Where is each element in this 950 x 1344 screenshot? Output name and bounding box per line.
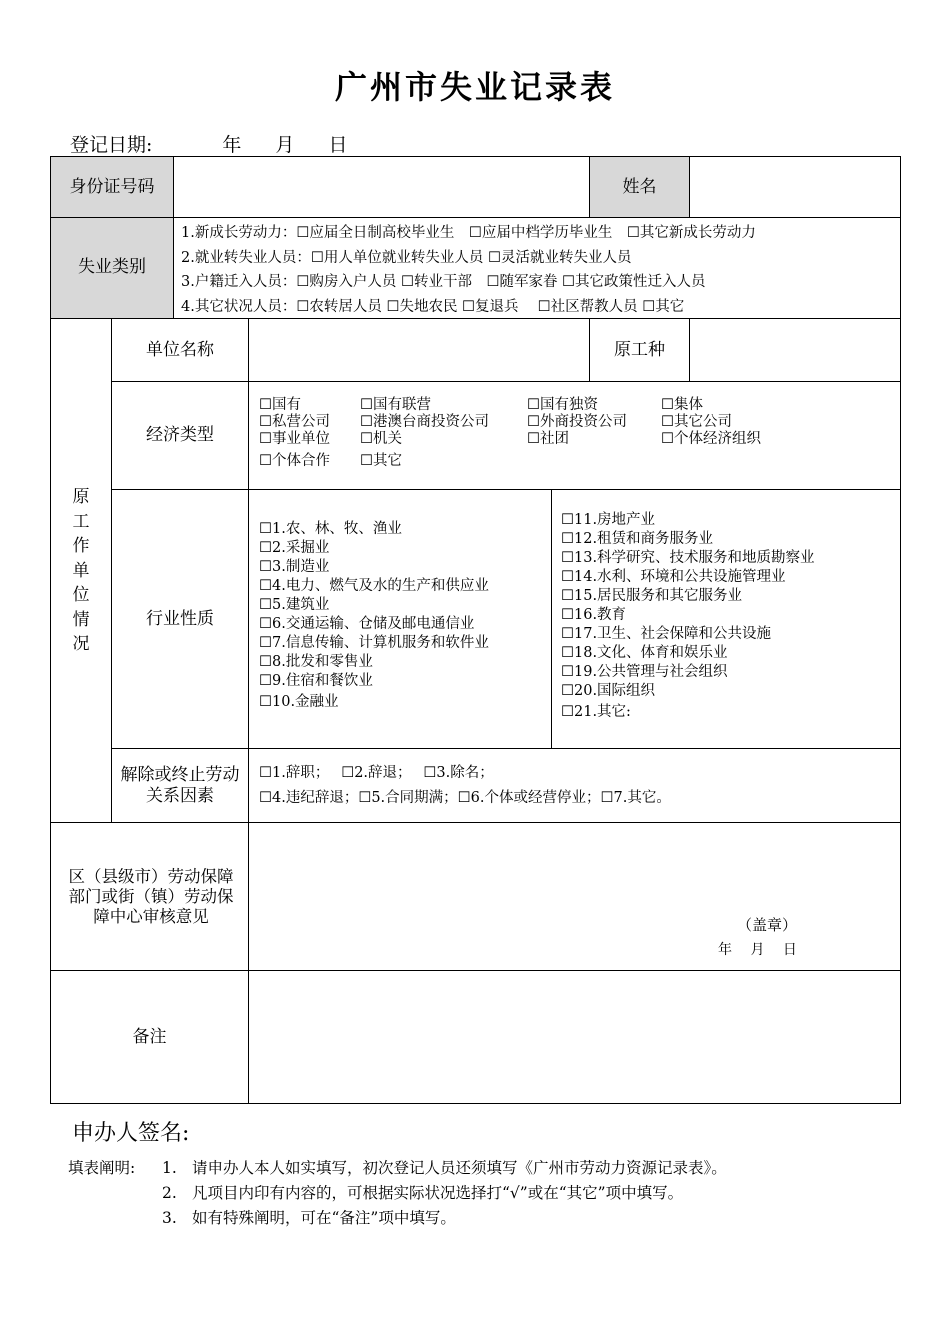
- industry-list-left[interactable]: [259, 520, 489, 712]
- fill-instructions: 填表阐明: 1. 请申办人本人如实填写，初次登记人员还须填写《广州市劳动力资源记录表》。 2. 凡项目内印有内容的，可根据实际状况选择打“√”或在“其它”项中填写。 3. 如有特殊阐明，可在“备注”项中填写。: [68, 1156, 727, 1231]
- termination-options-2[interactable]: ☐4.违纪辞退；☐5.合同期满；☐6.个体或经营停业；☐7.其它。: [259, 790, 671, 806]
- economic-type-col-4[interactable]: ☐集体 ☐其它公司 ☐个体经济组织: [661, 397, 761, 447]
- unit-name-label: 单位名称: [146, 339, 214, 360]
- industry-option[interactable]: ☐12.租赁和商务服务业: [561, 531, 714, 547]
- industry-option[interactable]: ☐14.水利、环境和公共设施管理业: [561, 569, 786, 585]
- industry-option[interactable]: ☐19.公共管理与社会组织: [561, 664, 728, 680]
- industry-option[interactable]: ☐17.卫生、社会保障和公共设施: [561, 626, 772, 642]
- industry-option[interactable]: ☐9.住宿和餐饮业: [259, 673, 373, 689]
- industry-option[interactable]: ☐1.农、林、牧、渔业: [259, 521, 402, 537]
- register-date-day: 日: [328, 134, 348, 156]
- register-date-year: 年: [222, 134, 242, 156]
- page-title: 广州市失业记录表: [334, 68, 615, 106]
- id-number-label: 身份证号码: [69, 176, 155, 197]
- original-job-label: 原工种: [614, 339, 665, 360]
- category-label: 失业类别: [78, 257, 146, 278]
- industry-option[interactable]: ☐3.制造业: [259, 559, 330, 575]
- id-number-field[interactable]: [174, 157, 589, 217]
- category-line-4[interactable]: 4.其它状况人员：☐农转居人员 ☐失地农民 ☐复退兵 ☐社区帮教人员 ☐其它: [181, 298, 685, 315]
- category-options[interactable]: [181, 221, 756, 319]
- industry-option[interactable]: ☐21.其它:: [561, 704, 631, 720]
- review-date: 年 月 日: [718, 942, 797, 958]
- industry-option[interactable]: ☐7.信息传输、计算机服务和软件业: [259, 635, 489, 651]
- economic-type-label: 经济类型: [146, 425, 214, 446]
- review-field[interactable]: [249, 823, 900, 970]
- industry-option[interactable]: ☐11.房地产业: [561, 512, 656, 528]
- industry-list-right[interactable]: [561, 511, 815, 722]
- industry-option[interactable]: ☐10.金融业: [259, 694, 339, 710]
- review-label: 区（县级市）劳动保障部门或街（镇）劳动保障中心审核意见: [68, 866, 234, 926]
- industry-option[interactable]: ☐4.电力、燃气及水的生产和供应业: [259, 578, 489, 594]
- industry-option[interactable]: ☐6.交通运输、仓储及邮电通信业: [259, 616, 475, 632]
- industry-option[interactable]: ☐20.国际组织: [561, 683, 656, 699]
- category-line-3[interactable]: 3.户籍迁入人员：☐购房入户人员 ☐转业干部 ☐随军家眷 ☐其它政策性迁入人员: [181, 274, 706, 290]
- remarks-label: 备注: [132, 1026, 167, 1047]
- unit-name-field[interactable]: [249, 319, 589, 381]
- name-label: 姓名: [622, 176, 657, 197]
- instruction-item: 如有特殊阐明，可在“备注”项中填写。: [192, 1209, 456, 1227]
- industry-option[interactable]: ☐15.居民服务和其它服务业: [561, 588, 743, 604]
- category-line-2[interactable]: 2.就业转失业人员：☐用人单位就业转失业人员 ☐灵活就业转失业人员: [181, 249, 632, 266]
- industry-option[interactable]: ☐13.科学研究、技术服务和地质勘察业: [561, 550, 815, 566]
- instruction-item: 请申办人本人如实填写，初次登记人员还须填写《广州市劳动力资源记录表》。: [192, 1159, 727, 1177]
- industry-option[interactable]: ☐16.教育: [561, 607, 627, 623]
- applicant-signature: 申办人签名:: [72, 1121, 190, 1146]
- industry-option[interactable]: ☐18.文化、体育和娱乐业: [561, 645, 728, 661]
- instruction-item: 凡项目内印有内容的，可根据实际状况选择打“√”或在“其它”项中填写。: [192, 1184, 684, 1202]
- economic-type-col-2[interactable]: ☐国有联营 ☐港澳台商投资公司 ☐机关 ☐其它: [360, 397, 489, 469]
- industry-option[interactable]: ☐5.建筑业: [259, 597, 330, 613]
- name-field[interactable]: [690, 157, 900, 217]
- instructions-heading: 填表阐明:: [68, 1159, 136, 1177]
- register-date-label: 登记日期:: [70, 134, 153, 156]
- industry-label: 行业性质: [146, 608, 214, 629]
- register-date: [70, 130, 347, 157]
- original-unit-section-label: 原 工 作 单 位 情 况: [72, 487, 90, 654]
- register-date-month: 月: [275, 134, 295, 156]
- industry-option[interactable]: ☐2.采掘业: [259, 540, 330, 556]
- original-job-field[interactable]: [690, 319, 900, 381]
- review-stamp: （盖章）: [737, 916, 798, 934]
- economic-type-col-1[interactable]: ☐国有 ☐私营公司 ☐事业单位 ☐个体合作: [259, 397, 330, 469]
- termination-label: 解除或终止劳动关系因素: [120, 765, 240, 806]
- remarks-field[interactable]: [249, 971, 900, 1103]
- industry-option[interactable]: ☐8.批发和零售业: [259, 654, 373, 670]
- termination-options-1[interactable]: ☐1.辞职； ☐2.辞退； ☐3.除名；: [259, 765, 494, 781]
- category-line-1[interactable]: 1.新成长劳动力：☐应届全日制高校毕业生 ☐应届中档学历毕业生 ☐其它新成长劳动力: [181, 225, 756, 241]
- economic-type-col-3[interactable]: ☐国有独资 ☐外商投资公司 ☐社团: [527, 397, 627, 447]
